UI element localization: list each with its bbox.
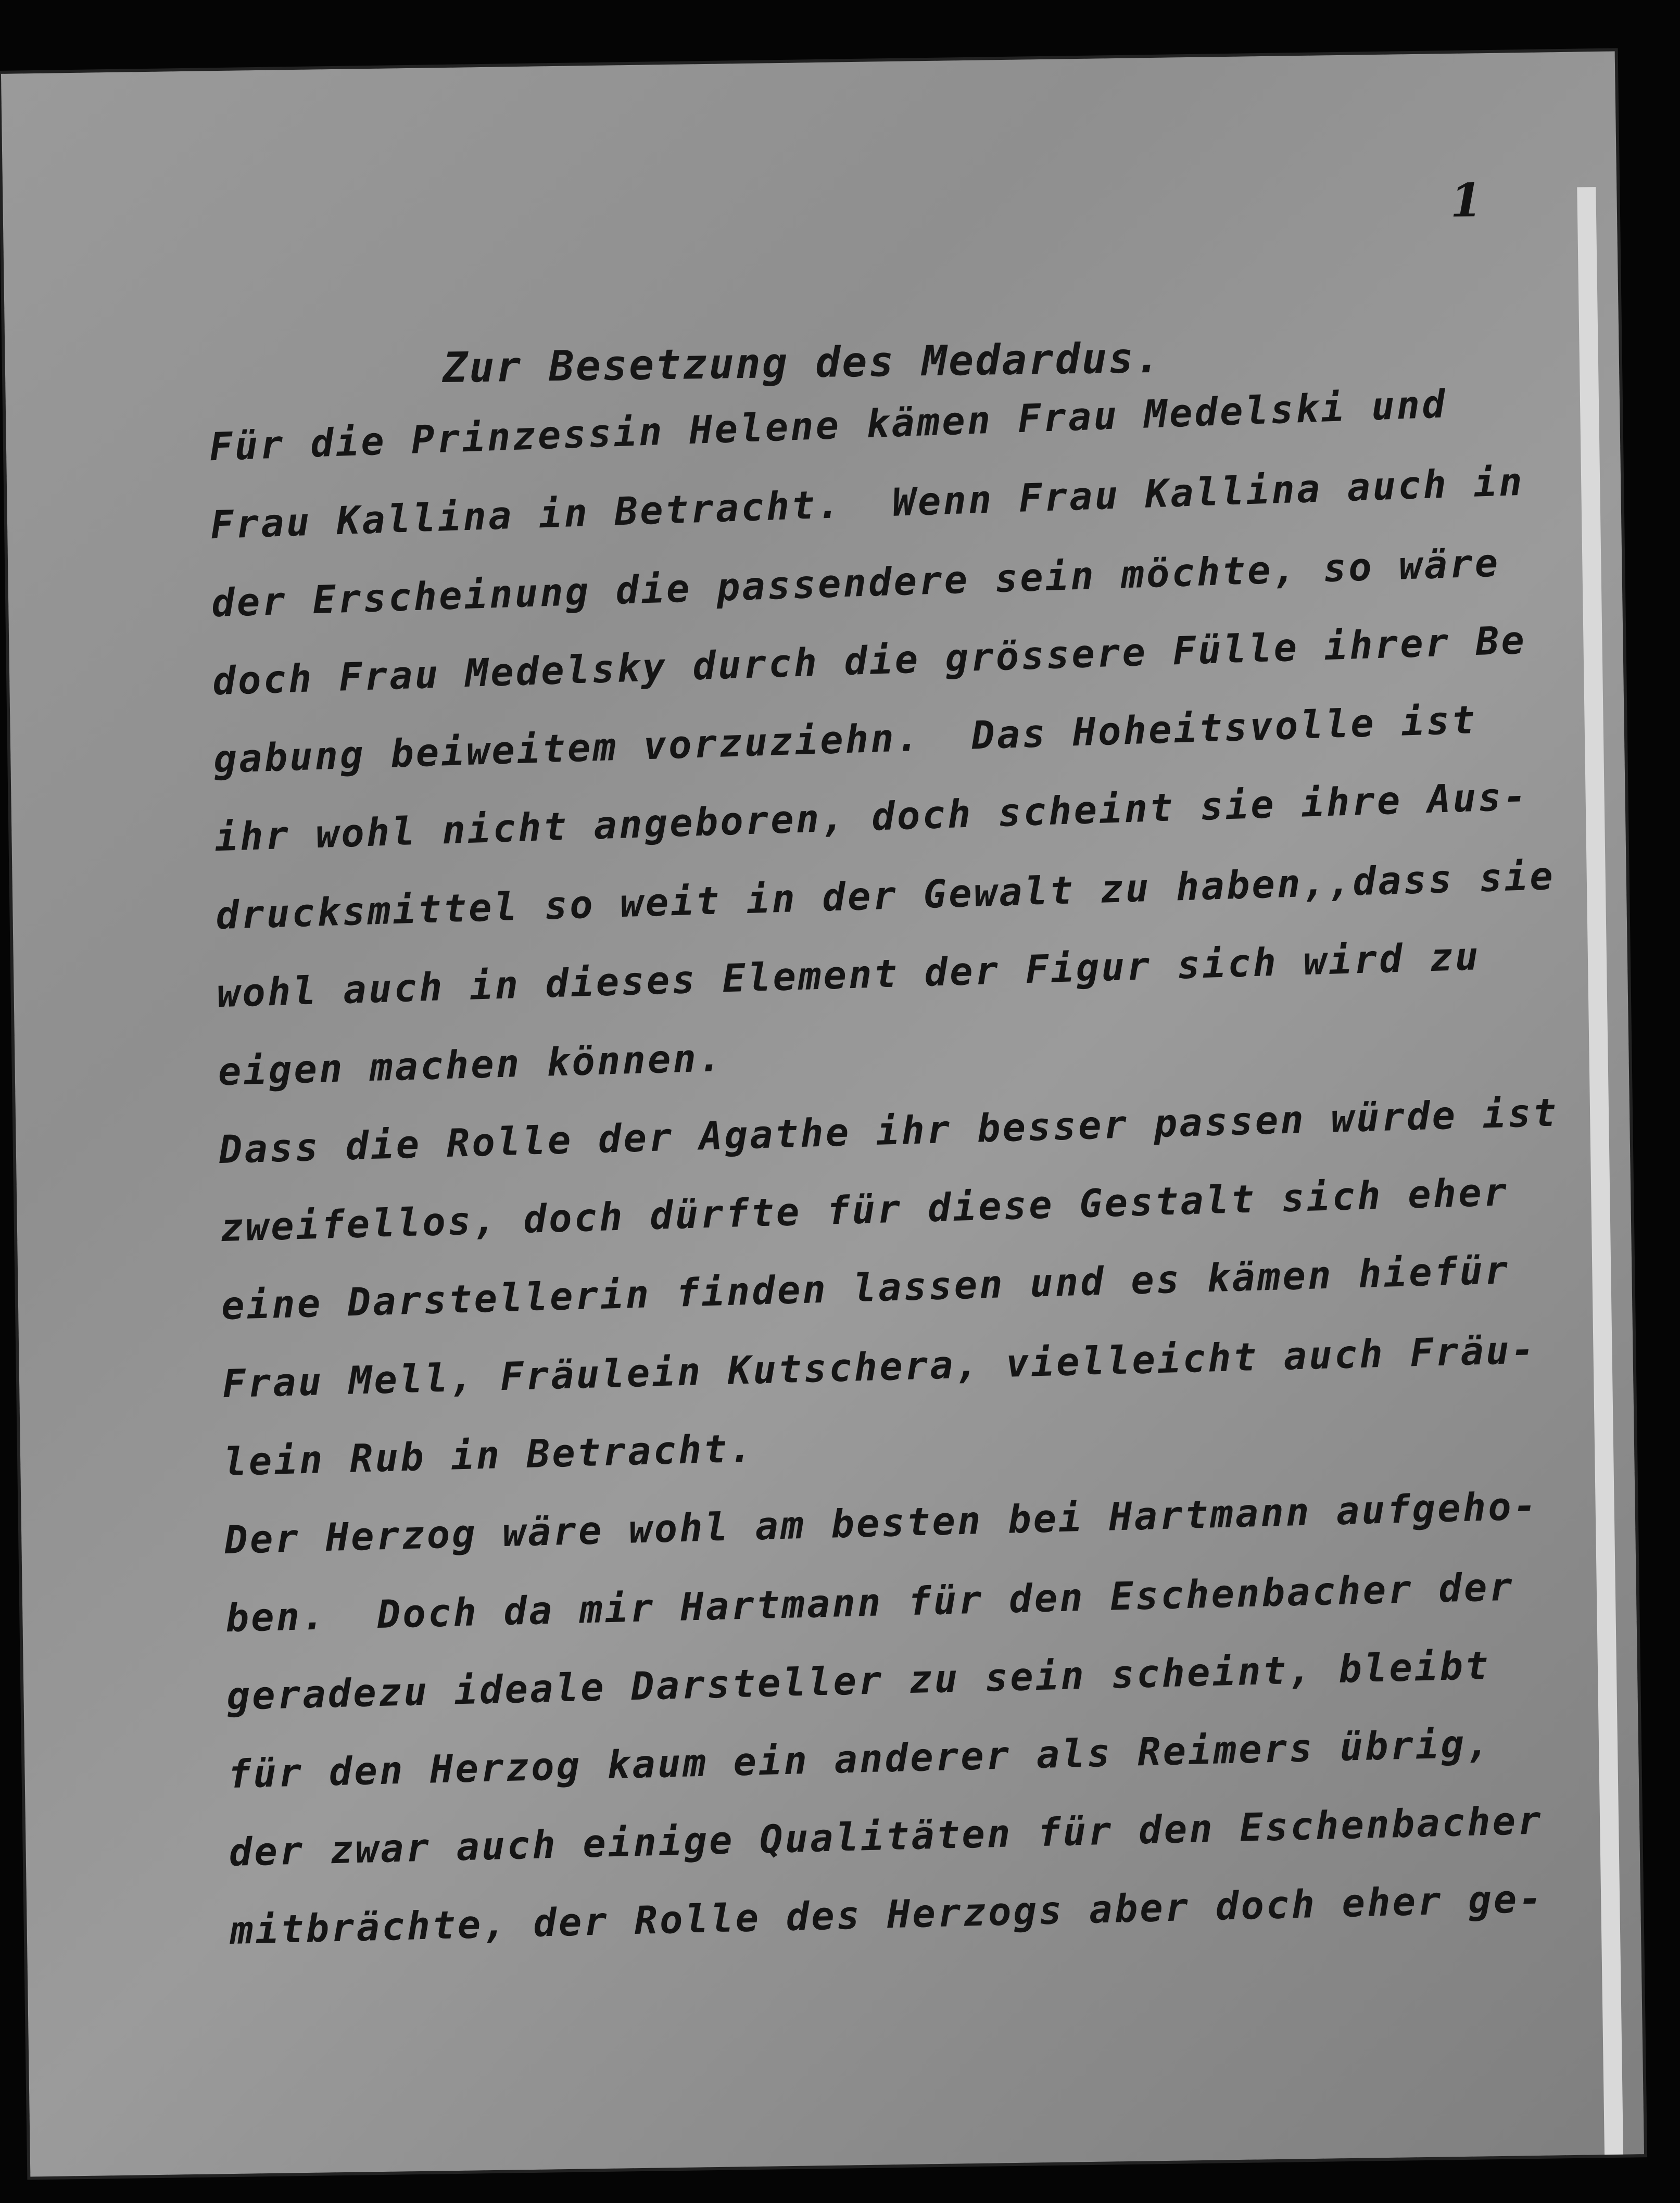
text-line: doch Frau Medelsky durch die grössere Fülle ihrer Be bbox=[211, 617, 1527, 704]
text-line: für den Herzog kaum ein anderer als Reimers übrig, bbox=[227, 1721, 1492, 1797]
text-line: drucksmittel so weit in der Gewalt zu haben,,dass sie bbox=[215, 853, 1556, 939]
text-line: der zwar auch einige Qualitäten für den Eschenbacher bbox=[228, 1798, 1544, 1876]
text-line: eigen machen können. bbox=[217, 1035, 724, 1095]
text-line: Frau Mell, Fräulein Kutschera, vielleicht auch Fräu- bbox=[222, 1327, 1537, 1407]
text-line: lein Rub in Betracht. bbox=[223, 1426, 755, 1485]
text-line: der Erscheinung die passendere sein möchte, so wäre bbox=[210, 540, 1501, 626]
text-line: mitbrächte, der Rolle des Herzogs aber doch eher ge- bbox=[229, 1876, 1545, 1954]
text-line: zweifellos, doch dürfte für diese Gestalt sich eher bbox=[219, 1170, 1510, 1251]
text-line: geradezu ideale Darsteller zu sein scheint, bleibt bbox=[226, 1643, 1491, 1719]
text-line: Frau Kallina in Betracht. Wenn Frau Kallina auch in bbox=[209, 459, 1525, 548]
text-line: Dass die Rolle der Agathe ihr besser passen würde ist bbox=[218, 1090, 1559, 1173]
page-number: 1 bbox=[1449, 173, 1483, 227]
text-line: wohl auch in dieses Element der Figur sich wird zu bbox=[216, 934, 1481, 1017]
text-line: Der Herzog wäre wohl am besten bei Hartmann aufgeho- bbox=[224, 1484, 1539, 1563]
text-line: ben. Doch da mir Hartmann für den Eschenbacher der bbox=[225, 1564, 1515, 1641]
document-title: Zur Besetzung des Medardus. bbox=[442, 333, 1162, 393]
text-line: gabung beiweitem vorzuziehn. Das Hoheitsvolle ist bbox=[213, 698, 1478, 782]
text-line: ihr wohl nicht angeboren, doch scheint sie ihre Aus- bbox=[214, 774, 1530, 860]
text-line: eine Darstellerin finden lassen und es kämen hiefür bbox=[220, 1248, 1511, 1329]
text-line: Für die Prinzessin Helene kämen Frau Medelski und bbox=[208, 382, 1448, 470]
document-body bbox=[208, 382, 1559, 1954]
typewritten-page bbox=[1, 52, 1644, 2177]
page-edge bbox=[1577, 187, 1624, 2176]
